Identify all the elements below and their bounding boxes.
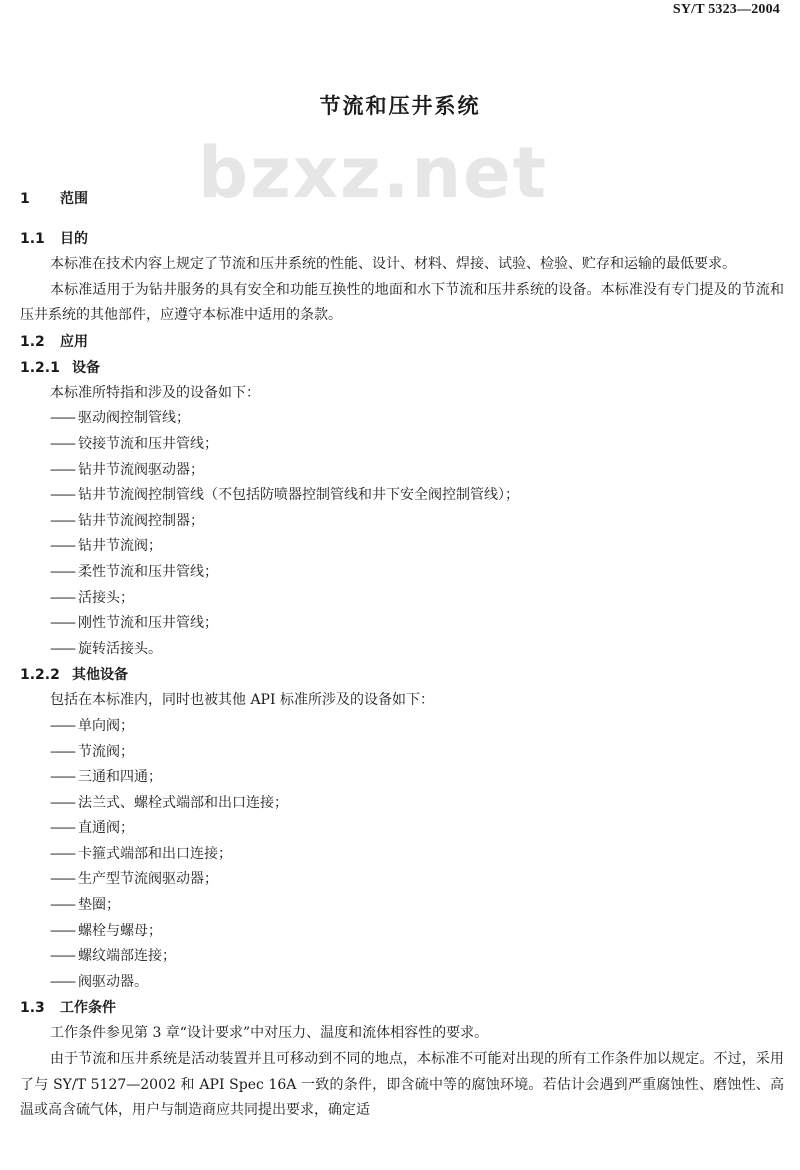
section-heading-1-2-2: 1.2.2 其他设备 bbox=[20, 667, 128, 684]
section-heading-1-3: 1.3 工作条件 bbox=[20, 1000, 116, 1017]
list-item-text: 卡箍式端部和出口连接； bbox=[78, 845, 232, 862]
paragraph: 工作条件参见第 3 章“设计要求”中对压力、温度和流体相容性的要求。 bbox=[50, 1025, 489, 1042]
list-dash: —— bbox=[50, 615, 74, 632]
list-item-text: 螺纹端部连接； bbox=[78, 948, 176, 965]
paragraph: 本标准适用于为钻井服务的具有安全和功能互换性的地面和水下节流和压井系统的设备。本标准没有专门提及的节流和压井系统的其他部件，应遵守本标准中适用的条款。 bbox=[20, 281, 784, 324]
list-item-text: 旋转活接头。 bbox=[78, 640, 162, 657]
list-item-text: 螺栓与螺母； bbox=[78, 922, 162, 939]
section-heading-1-2-1: 1.2.1 设备 bbox=[20, 359, 100, 376]
list-item bbox=[20, 432, 784, 458]
list-item bbox=[20, 509, 784, 535]
list-dash: —— bbox=[50, 563, 74, 580]
list-item-text: 单向阀； bbox=[78, 717, 134, 734]
list-dash: —— bbox=[50, 897, 74, 914]
list-item-text: 钻井节流阀控制器； bbox=[78, 512, 204, 529]
list-dash: —— bbox=[50, 589, 74, 606]
section-heading-1-1: 1.1 目的 bbox=[20, 231, 88, 247]
list-item-text: 法兰式、螺栓式端部和出口连接； bbox=[78, 794, 288, 811]
list-item bbox=[20, 637, 784, 663]
list-item bbox=[20, 765, 784, 791]
list-item bbox=[20, 406, 784, 432]
standard-code: SY/T 5323—2004 bbox=[672, 2, 780, 17]
watermark: bzxz.net bbox=[198, 132, 549, 214]
list-item bbox=[20, 944, 784, 970]
list-dash: —— bbox=[50, 973, 74, 990]
list-intro: 本标准所特指和涉及的设备如下： bbox=[50, 384, 260, 401]
list-item bbox=[20, 483, 784, 509]
other-equipment-list bbox=[20, 714, 784, 996]
list-dash: —— bbox=[50, 743, 74, 760]
list-item bbox=[20, 842, 784, 868]
list-item bbox=[20, 816, 784, 842]
list-item bbox=[20, 970, 784, 996]
list-item-text: 刚性节流和压井管线； bbox=[78, 615, 218, 632]
list-dash: —— bbox=[50, 871, 74, 888]
list-item-text: 钻井节流阀； bbox=[78, 538, 162, 555]
list-dash: —— bbox=[50, 717, 74, 734]
list-dash: —— bbox=[50, 410, 74, 427]
section-heading-1-2: 1.2 应用 bbox=[20, 333, 88, 350]
equipment-list bbox=[20, 406, 784, 662]
list-item-text: 三通和四通； bbox=[78, 769, 162, 786]
list-item bbox=[20, 893, 784, 919]
list-item bbox=[20, 919, 784, 945]
list-dash: —— bbox=[50, 461, 74, 478]
list-dash: —— bbox=[50, 922, 74, 939]
list-item bbox=[20, 560, 784, 586]
list-item-text: 垫圈； bbox=[78, 897, 120, 914]
list-dash: —— bbox=[50, 769, 74, 786]
list-item-text: 生产型节流阀驱动器； bbox=[78, 871, 218, 888]
list-item bbox=[20, 458, 784, 484]
list-dash: —— bbox=[50, 538, 74, 555]
list-intro: 包括在本标准内，同时也被其他 API 标准所涉及的设备如下： bbox=[50, 692, 434, 709]
list-item-text: 柔性节流和压井管线； bbox=[78, 563, 218, 580]
list-dash: —— bbox=[50, 640, 74, 657]
list-item-text: 活接头； bbox=[78, 589, 134, 606]
list-item-text: 驱动阀控制管线； bbox=[78, 410, 190, 427]
list-item bbox=[20, 586, 784, 612]
list-dash: —— bbox=[50, 794, 74, 811]
list-dash: —— bbox=[50, 487, 74, 504]
list-dash: —— bbox=[50, 948, 74, 965]
document-body bbox=[20, 186, 784, 1124]
list-item-text: 铰接节流和压井管线； bbox=[78, 435, 218, 452]
section-heading-1: 1 范围 bbox=[20, 191, 88, 207]
list-item bbox=[20, 740, 784, 766]
list-item-text: 节流阀； bbox=[78, 743, 134, 760]
list-item-text: 阀驱动器。 bbox=[78, 973, 148, 990]
list-item bbox=[20, 714, 784, 740]
list-item-text: 直通阀； bbox=[78, 820, 134, 837]
list-item bbox=[20, 534, 784, 560]
paragraph: 由于节流和压井系统是活动装置并且可移动到不同的地点，本标准不可能对出现的所有工作条件加以规定。不过，采用了与 SY/T 5127—2002 和 API Spec 16A 一致的条件，即含硫中等的腐蚀环境。若估计会遇到严重腐蚀性、磨蚀性、高温或高含硫气体，用户与制造商应共同提出要求，确定适 bbox=[20, 1051, 784, 1119]
list-item bbox=[20, 867, 784, 893]
list-dash: —— bbox=[50, 435, 74, 452]
list-item bbox=[20, 791, 784, 817]
list-dash: —— bbox=[50, 845, 74, 862]
document-title: 节流和压井系统 bbox=[319, 94, 481, 118]
list-item-text: 钻井节流阀控制管线（不包括防喷器控制管线和井下安全阀控制管线）； bbox=[78, 487, 519, 504]
list-dash: —— bbox=[50, 512, 74, 529]
list-dash: —— bbox=[50, 820, 74, 837]
list-item bbox=[20, 611, 784, 637]
paragraph: 本标准在技术内容上规定了节流和压井系统的性能、设计、材料、焊接、试验、检验、贮存和运输的最低要求。 bbox=[50, 256, 736, 272]
list-item-text: 钻井节流阀驱动器； bbox=[78, 461, 204, 478]
